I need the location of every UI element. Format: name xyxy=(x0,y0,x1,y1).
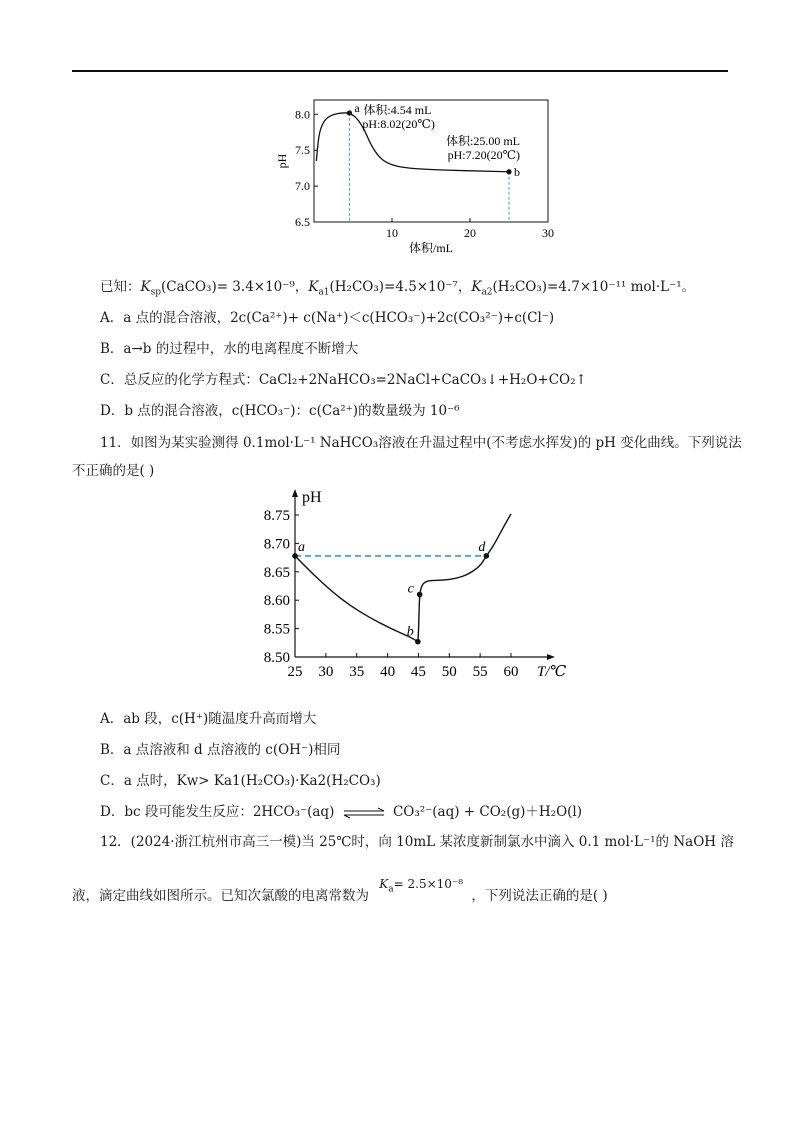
y-tick-label: 7.0 xyxy=(295,179,310,194)
header-rule xyxy=(72,70,728,72)
point-c-label: c xyxy=(407,581,414,597)
x-tick-label: 30 xyxy=(542,226,554,240)
q10-option-d: D．b 点的混合溶液，c(HCO₃⁻)：c(Ca²⁺)的数量级为 10⁻⁶ xyxy=(100,403,460,419)
ph-temperature-curve xyxy=(295,514,511,641)
point-b-label: b xyxy=(514,164,520,179)
point-b-note-volume: 体积:25.00 mL xyxy=(446,133,520,148)
temperature-ph-chart xyxy=(250,485,570,685)
x-tick-label: 40 xyxy=(380,664,396,680)
point-a-note-volume: 体积:4.54 mL xyxy=(363,102,432,117)
point-a-marker xyxy=(347,110,352,115)
y-tick-label: 8.60 xyxy=(263,593,290,610)
y-tick-label: 8.50 xyxy=(263,650,290,666)
q11-option-c: C．a 点时，Kw> Ka1(H₂CO₃)·Ka2(H₂CO₃) xyxy=(100,773,381,789)
x-tick-label: 20 xyxy=(464,226,476,240)
y-axis-label: pH xyxy=(275,153,289,169)
q11-option-d-reactants: D．bc 段可能发生反应：2HCO₃⁻(aq) xyxy=(100,804,335,820)
point-b-note-ph: pH:7.20(20℃) xyxy=(447,147,520,162)
x-tick-label: 50 xyxy=(441,664,457,680)
point-b-marker xyxy=(506,169,511,174)
x-axis-arrow-icon xyxy=(547,654,555,660)
temperature-ph-chart-plot xyxy=(264,489,567,680)
known-constants: 已知：$K_{sp}(CaCO_3)= 3.4\times 10^{-9}$，$K_{a1}(H_2CO_3)=4.5\times 10^{-7}$，$K_{a2}(H_2CO_3)=4.7\times 10^{-11}$ mol·L⁻¹。 xyxy=(100,279,696,298)
ka1-value: (H₂CO₃)=4.5×10⁻⁷， xyxy=(329,279,472,295)
point-b-marker xyxy=(415,639,421,645)
point-b-label: b xyxy=(406,624,414,640)
y-axis-arrow-icon xyxy=(292,489,298,497)
q11-option-d xyxy=(100,802,582,822)
q12-stem-line1: 12．(2024·浙江杭州市高三一模)当 25℃时，向 10mL 某浓度新制氯水中滴入 0.1 mol·L⁻¹的 NaOH 溶 xyxy=(100,834,734,850)
known-prefix: 已知： xyxy=(100,279,141,295)
q12-stem-text-a: 液，滴定曲线如图所示。已知次氯酸的电离常数为 xyxy=(72,888,369,904)
y-tick-label: 7.5 xyxy=(295,143,310,158)
equilibrium-arrow-icon xyxy=(342,807,386,819)
ksp-value: (CaCO₃)= 3.4×10⁻⁹， xyxy=(160,279,309,295)
q11-stem-line1: 11．如图为某实验测得 0.1mol·L⁻¹ NaHCO₃溶液在升温过程中(不考虑水挥发)的 pH 变化曲线。下列说法 xyxy=(100,435,742,451)
ka2-value: (H₂CO₃)=4.7×10⁻¹¹ mol·L⁻¹。 xyxy=(492,279,696,295)
titration-chart-plot xyxy=(275,100,554,255)
x-tick-label: 60 xyxy=(503,664,519,680)
titration-chart xyxy=(270,92,560,262)
x-tick-label: 25 xyxy=(287,664,303,680)
q11-stem-line2: 不正确的是( ) xyxy=(72,463,155,479)
y-tick-label: 8.0 xyxy=(295,107,310,122)
q11-option-b: B．a 点溶液和 d 点溶液的 c(OH⁻)相同 xyxy=(100,742,341,758)
q12-ka-expression: $K_a= 2.5\times 10^{-8}$ xyxy=(379,877,464,895)
point-a-marker xyxy=(292,553,298,559)
y-tick-label: 8.55 xyxy=(263,621,290,638)
point-a-label: a xyxy=(298,539,305,555)
q10-option-b: B．a→b 的过程中，水的电离程度不断增大 xyxy=(100,341,359,357)
q12-ka-value: = 2.5×10⁻⁸ xyxy=(393,877,464,891)
q10-option-c: C．总反应的化学方程式：CaCl₂+2NaHCO₃=2NaCl+CaCO₃↓+H₂O+CO₂↑ xyxy=(100,372,587,388)
point-a-label: a xyxy=(354,100,360,115)
q12-stem-text-b: ，下列说法正确的是( ) xyxy=(471,888,608,904)
y-tick-label: 8.65 xyxy=(263,564,290,581)
q11-option-a: A．ab 段，c(H⁺)随温度升高而增大 xyxy=(100,711,317,727)
q11-option-d-products: CO₃²⁻(aq) + CO₂(g)＋H₂O(l) xyxy=(392,804,582,820)
y-tick-label: 6.5 xyxy=(295,215,310,229)
x-axis-label: 体积/mL xyxy=(409,241,453,255)
x-tick-label: 45 xyxy=(410,664,426,680)
x-tick-label: 10 xyxy=(386,226,398,240)
point-a-note-ph: pH:8.02(20℃) xyxy=(362,116,435,131)
x-tick-label: 55 xyxy=(472,664,488,680)
point-c-marker xyxy=(417,592,423,598)
q10-option-a: A．a 点的混合溶液，2c(Ca²⁺)+ c(Na⁺)＜c(HCO₃⁻)+2c(CO₃²⁻)+c(Cl⁻) xyxy=(100,310,555,326)
x-axis-label: T/℃ xyxy=(537,664,567,680)
x-tick-label: 35 xyxy=(349,664,365,680)
point-d-label: d xyxy=(478,539,486,555)
y-tick-label: 8.70 xyxy=(263,536,290,553)
y-axis-label: pH xyxy=(302,489,322,506)
y-tick-label: 8.75 xyxy=(263,508,290,524)
x-tick-label: 30 xyxy=(318,664,334,680)
